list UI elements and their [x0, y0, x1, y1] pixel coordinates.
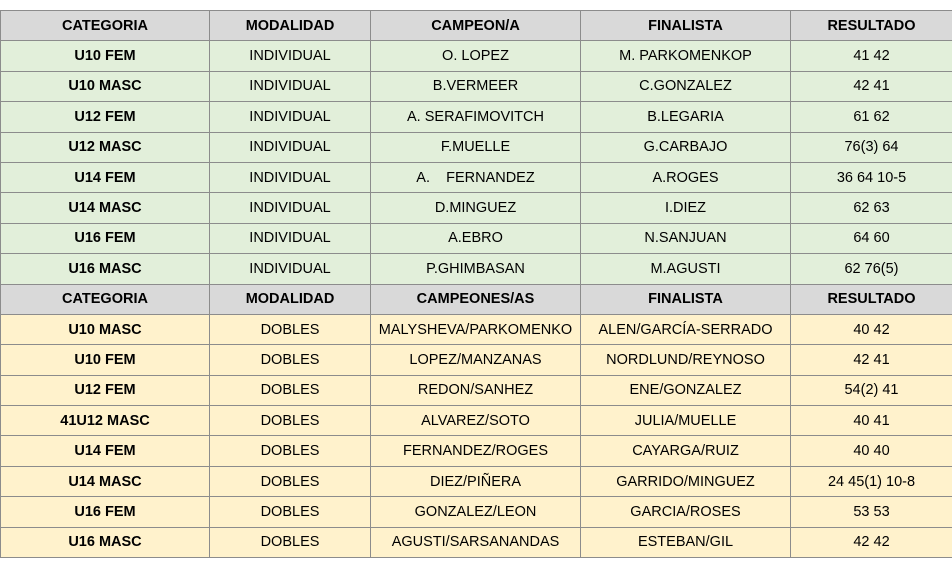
cell-campeon: A.EBRO: [371, 223, 581, 253]
cell-resultado: 41 42: [791, 41, 952, 71]
cell-campeon: DIEZ/PIÑERA: [371, 466, 581, 496]
cell-categoria: U16 FEM: [1, 223, 210, 253]
cell-categoria: U12 MASC: [1, 132, 210, 162]
cell-categoria: U14 MASC: [1, 193, 210, 223]
cell-campeon: MALYSHEVA/PARKOMENKO: [371, 314, 581, 344]
cell-finalista: NORDLUND/REYNOSO: [581, 345, 791, 375]
cell-categoria: 41U12 MASC: [1, 406, 210, 436]
table-row: [1, 406, 952, 436]
cell-campeon: FERNANDEZ/ROGES: [371, 436, 581, 466]
cell-finalista: C.GONZALEZ: [581, 71, 791, 101]
cell-campeon: O. LOPEZ: [371, 41, 581, 71]
cell-finalista: CAYARGA/RUIZ: [581, 436, 791, 466]
header-categoria: CATEGORIA: [1, 11, 210, 41]
header-resultado: RESULTADO: [791, 284, 952, 314]
cell-modalidad: INDIVIDUAL: [210, 254, 371, 284]
cell-modalidad: INDIVIDUAL: [210, 132, 371, 162]
cell-categoria: U16 MASC: [1, 527, 210, 557]
cell-resultado: 64 60: [791, 223, 952, 253]
cell-finalista: M.AGUSTI: [581, 254, 791, 284]
table-row: [1, 254, 952, 284]
cell-categoria: U14 FEM: [1, 436, 210, 466]
cell-modalidad: DOBLES: [210, 375, 371, 405]
cell-finalista: GARRIDO/MINGUEZ: [581, 466, 791, 496]
cell-campeon: F.MUELLE: [371, 132, 581, 162]
table-row: [1, 497, 952, 527]
cell-categoria: U16 MASC: [1, 254, 210, 284]
cell-campeon: GONZALEZ/LEON: [371, 497, 581, 527]
cell-categoria: U14 FEM: [1, 162, 210, 192]
cell-campeon: P.GHIMBASAN: [371, 254, 581, 284]
table-row: [1, 345, 952, 375]
cell-resultado: 76(3) 64: [791, 132, 952, 162]
cell-modalidad: INDIVIDUAL: [210, 193, 371, 223]
header-row-individual: [1, 11, 952, 41]
cell-campeon: A. SERAFIMOVITCH: [371, 102, 581, 132]
cell-resultado: 62 63: [791, 193, 952, 223]
cell-categoria: U10 FEM: [1, 345, 210, 375]
cell-categoria: U14 MASC: [1, 466, 210, 496]
cell-finalista: ESTEBAN/GIL: [581, 527, 791, 557]
cell-categoria: U12 FEM: [1, 375, 210, 405]
cell-finalista: ENE/GONZALEZ: [581, 375, 791, 405]
header-categoria: CATEGORIA: [1, 284, 210, 314]
cell-categoria: U10 MASC: [1, 314, 210, 344]
cell-campeon: D.MINGUEZ: [371, 193, 581, 223]
cell-modalidad: INDIVIDUAL: [210, 71, 371, 101]
table-row: [1, 527, 952, 557]
cell-resultado: 42 41: [791, 71, 952, 101]
cell-modalidad: DOBLES: [210, 497, 371, 527]
cell-modalidad: DOBLES: [210, 436, 371, 466]
header-finalista: FINALISTA: [581, 11, 791, 41]
cell-modalidad: INDIVIDUAL: [210, 223, 371, 253]
cell-categoria: U12 FEM: [1, 102, 210, 132]
cell-modalidad: DOBLES: [210, 314, 371, 344]
table-row: [1, 223, 952, 253]
cell-resultado: 40 41: [791, 406, 952, 436]
cell-campeon: LOPEZ/MANZANAS: [371, 345, 581, 375]
results-body: [1, 11, 952, 558]
header-resultado: RESULTADO: [791, 11, 952, 41]
cell-campeon: REDON/SANHEZ: [371, 375, 581, 405]
cell-finalista: B.LEGARIA: [581, 102, 791, 132]
cell-modalidad: INDIVIDUAL: [210, 102, 371, 132]
table-row: [1, 466, 952, 496]
header-modalidad: MODALIDAD: [210, 11, 371, 41]
table-row: [1, 41, 952, 71]
header-modalidad: MODALIDAD: [210, 284, 371, 314]
table-row: [1, 132, 952, 162]
cell-modalidad: DOBLES: [210, 406, 371, 436]
cell-campeon: AGUSTI/SARSANANDAS: [371, 527, 581, 557]
table-row: [1, 102, 952, 132]
cell-finalista: N.SANJUAN: [581, 223, 791, 253]
cell-modalidad: INDIVIDUAL: [210, 41, 371, 71]
cell-resultado: 36 64 10-5: [791, 162, 952, 192]
cell-modalidad: DOBLES: [210, 527, 371, 557]
cell-categoria: U10 MASC: [1, 71, 210, 101]
header-campeones: CAMPEONES/AS: [371, 284, 581, 314]
table-row: [1, 162, 952, 192]
table-row: [1, 71, 952, 101]
cell-finalista: A.ROGES: [581, 162, 791, 192]
table-row: [1, 436, 952, 466]
cell-resultado: 42 41: [791, 345, 952, 375]
cell-resultado: 42 42: [791, 527, 952, 557]
cell-modalidad: DOBLES: [210, 466, 371, 496]
cell-campeon: B.VERMEER: [371, 71, 581, 101]
cell-campeon: A. FERNANDEZ: [371, 162, 581, 192]
cell-finalista: I.DIEZ: [581, 193, 791, 223]
cell-resultado: 54(2) 41: [791, 375, 952, 405]
cell-resultado: 40 42: [791, 314, 952, 344]
table-row: [1, 193, 952, 223]
cell-modalidad: INDIVIDUAL: [210, 162, 371, 192]
cell-modalidad: DOBLES: [210, 345, 371, 375]
header-finalista: FINALISTA: [581, 284, 791, 314]
cell-resultado: 24 45(1) 10-8: [791, 466, 952, 496]
cell-finalista: M. PARKOMENKOP: [581, 41, 791, 71]
cell-resultado: 53 53: [791, 497, 952, 527]
header-row-dobles: [1, 284, 952, 314]
cell-finalista: ALEN/GARCÍA-SERRADO: [581, 314, 791, 344]
cell-campeon: ALVAREZ/SOTO: [371, 406, 581, 436]
cell-categoria: U10 FEM: [1, 41, 210, 71]
header-campeon: CAMPEON/A: [371, 11, 581, 41]
cell-finalista: G.CARBAJO: [581, 132, 791, 162]
table-row: [1, 375, 952, 405]
cell-resultado: 61 62: [791, 102, 952, 132]
cell-finalista: JULIA/MUELLE: [581, 406, 791, 436]
cell-finalista: GARCIA/ROSES: [581, 497, 791, 527]
table-row: [1, 314, 952, 344]
cell-resultado: 62 76(5): [791, 254, 952, 284]
cell-categoria: U16 FEM: [1, 497, 210, 527]
cell-resultado: 40 40: [791, 436, 952, 466]
results-table: [0, 10, 952, 558]
